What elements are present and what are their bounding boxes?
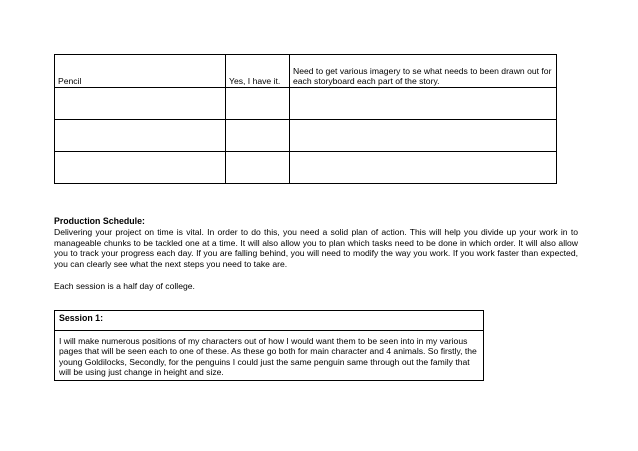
session-note: Each session is a half day of college. — [54, 281, 195, 291]
production-schedule-section — [54, 216, 578, 269]
equipment-note-cell — [290, 120, 557, 152]
table-row — [55, 120, 557, 152]
equipment-item-cell — [55, 88, 226, 120]
equipment-note-cell — [290, 88, 557, 120]
equipment-item-cell: Pencil — [55, 55, 226, 88]
equipment-have-cell — [226, 120, 290, 152]
equipment-have-cell: Yes, I have it. — [226, 55, 290, 88]
equipment-note-cell — [290, 152, 557, 184]
table-row — [55, 55, 557, 88]
equipment-item-cell — [55, 120, 226, 152]
equipment-table — [54, 54, 557, 184]
table-row — [55, 152, 557, 184]
equipment-have-cell — [226, 88, 290, 120]
schedule-heading: Production Schedule: — [54, 216, 145, 226]
equipment-item-cell — [55, 152, 226, 184]
session-1-box — [54, 310, 484, 381]
session-1-text: I will make numerous positions of my characters out of how I would want them to be seen into in my various pages that will be seen each to one of these. As these go both for main character and 4 animals. So firstly, the young Goldilocks, Secondly, for the penguins I could just the same penguin same through out the family that will be using just change in height and size. — [59, 336, 477, 378]
schedule-body-text: Delivering your project on time is vital. In order to do this, you need a solid plan of action. This will help you divide up your work in to manageable chunks to be tackled one at a time. It will also allow you to plan which tasks need to be done in which order. It will also allow you to track your progress each day. If you are falling behind, you will need to modify the way you work. If you work faster than expected, you can clearly see what the next steps you need to take are. — [54, 227, 578, 269]
session-1-title: Session 1: — [55, 311, 483, 331]
equipment-note-cell: Need to get various imagery to se what needs to been drawn out for each storyboard each part of the story. — [290, 55, 557, 88]
equipment-have-cell — [226, 152, 290, 184]
table-row — [55, 88, 557, 120]
